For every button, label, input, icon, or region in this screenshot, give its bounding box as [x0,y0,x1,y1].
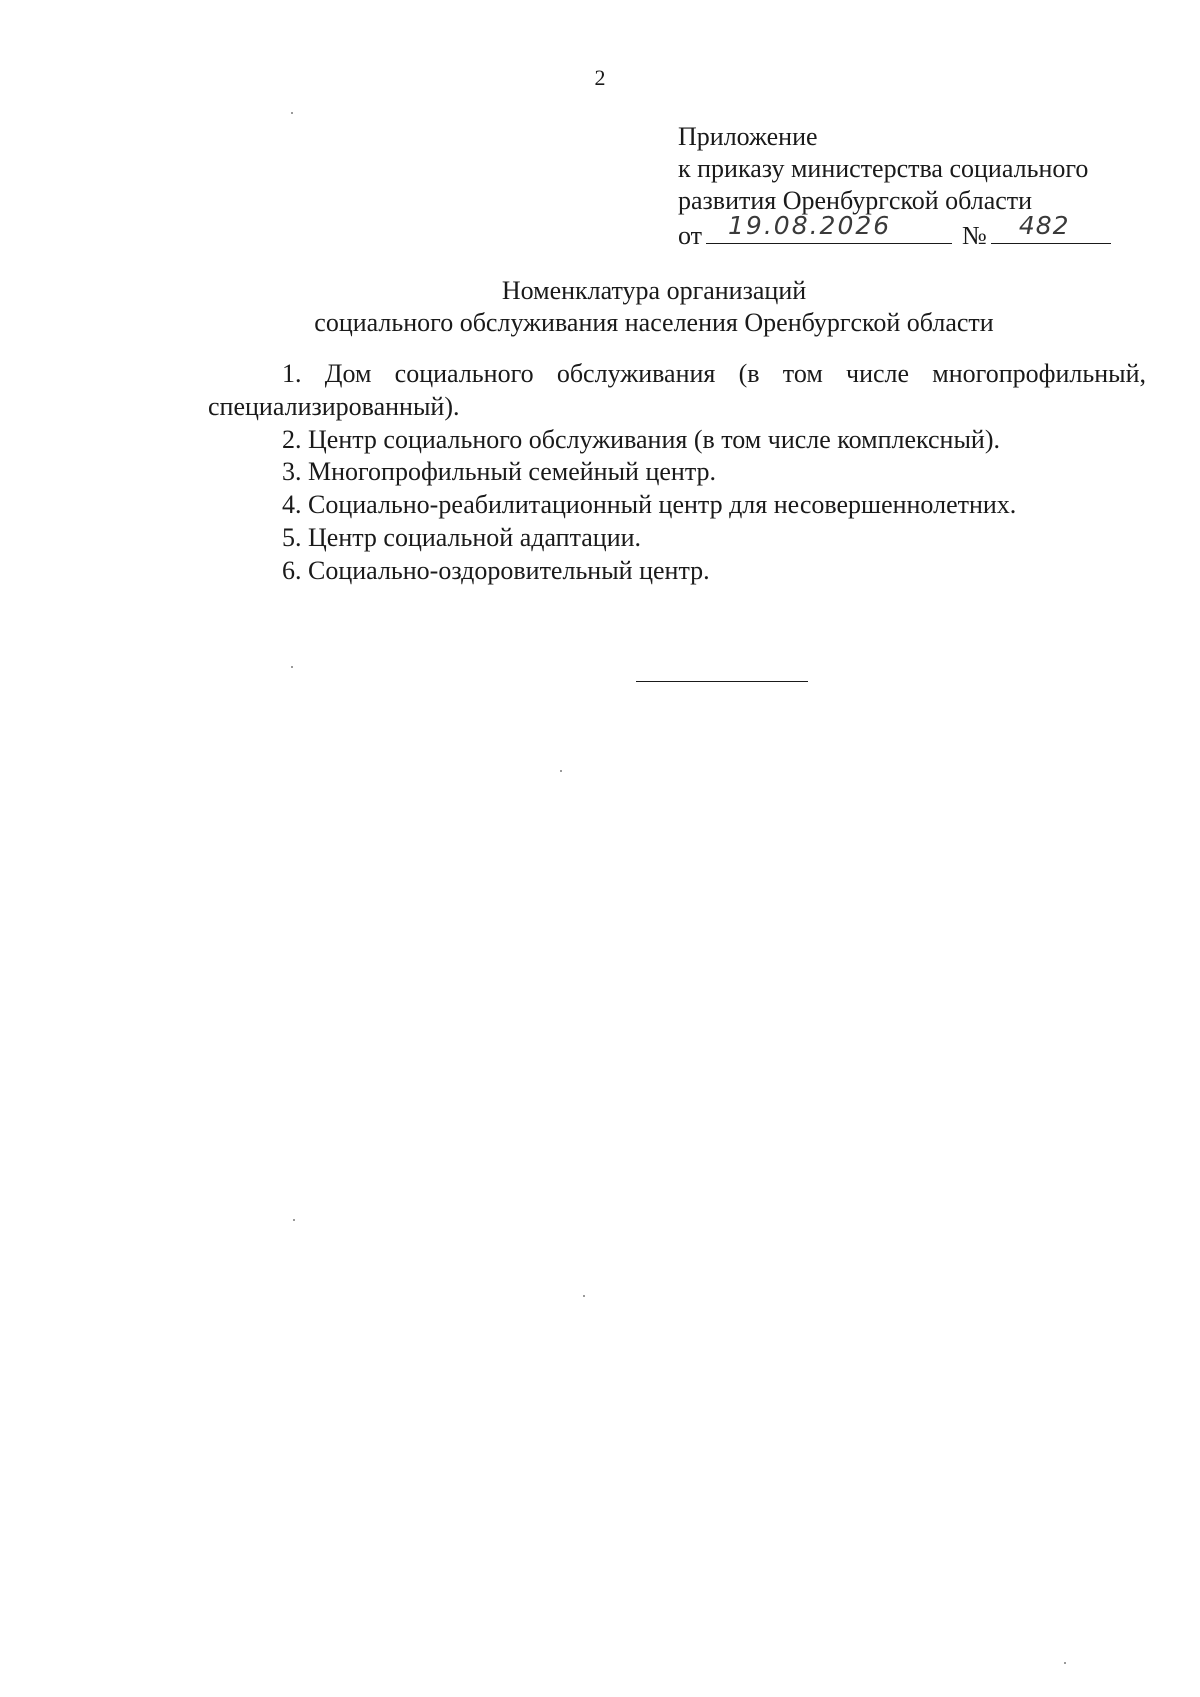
scan-speck [291,666,293,668]
end-of-document-rule [636,681,808,682]
list-item: 1. Дом социального обслуживания (в том числе многопрофильный, специализированный). [208,359,1146,421]
order-date-field [706,211,952,244]
list-item: 4. Социально-реабилитационный центр для несовершеннолетних. [282,490,1017,520]
document-title-line-2: социального обслуживания населения Оренбургской области [314,308,994,337]
document-title-line-1: Номенклатура организаций [501,276,807,305]
scan-speck [291,112,293,114]
order-number-handwritten: 482 [1018,211,1070,240]
order-number-field [991,211,1111,244]
scan-speck [560,770,562,772]
scan-speck [293,1219,295,1221]
appendix-ministry: развития Оренбургской области [678,186,1033,215]
scan-speck [1064,1662,1066,1664]
appendix-block [678,121,1111,249]
order-date-handwritten: 19.08.2026 [728,211,892,240]
list-item: 2. Центр социального обслуживания (в том числе комплексный). [282,424,1000,454]
date-prefix: от [678,221,703,250]
number-sign: № [962,221,987,250]
list-item: 3. Многопрофильный семейный центр. [282,457,717,487]
appendix-heading: Приложение [678,122,818,151]
order-date-number-line [678,211,1111,250]
nomenclature-list [208,358,1146,588]
appendix-order-reference: к приказу министерства социального [678,154,1089,183]
scan-speck [583,1295,585,1297]
page-number: 2 [594,65,606,90]
list-item: 6. Социально-оздоровительный центр. [282,555,710,585]
list-item: 5. Центр социальной адаптации. [282,522,642,552]
document-title [108,275,1200,339]
